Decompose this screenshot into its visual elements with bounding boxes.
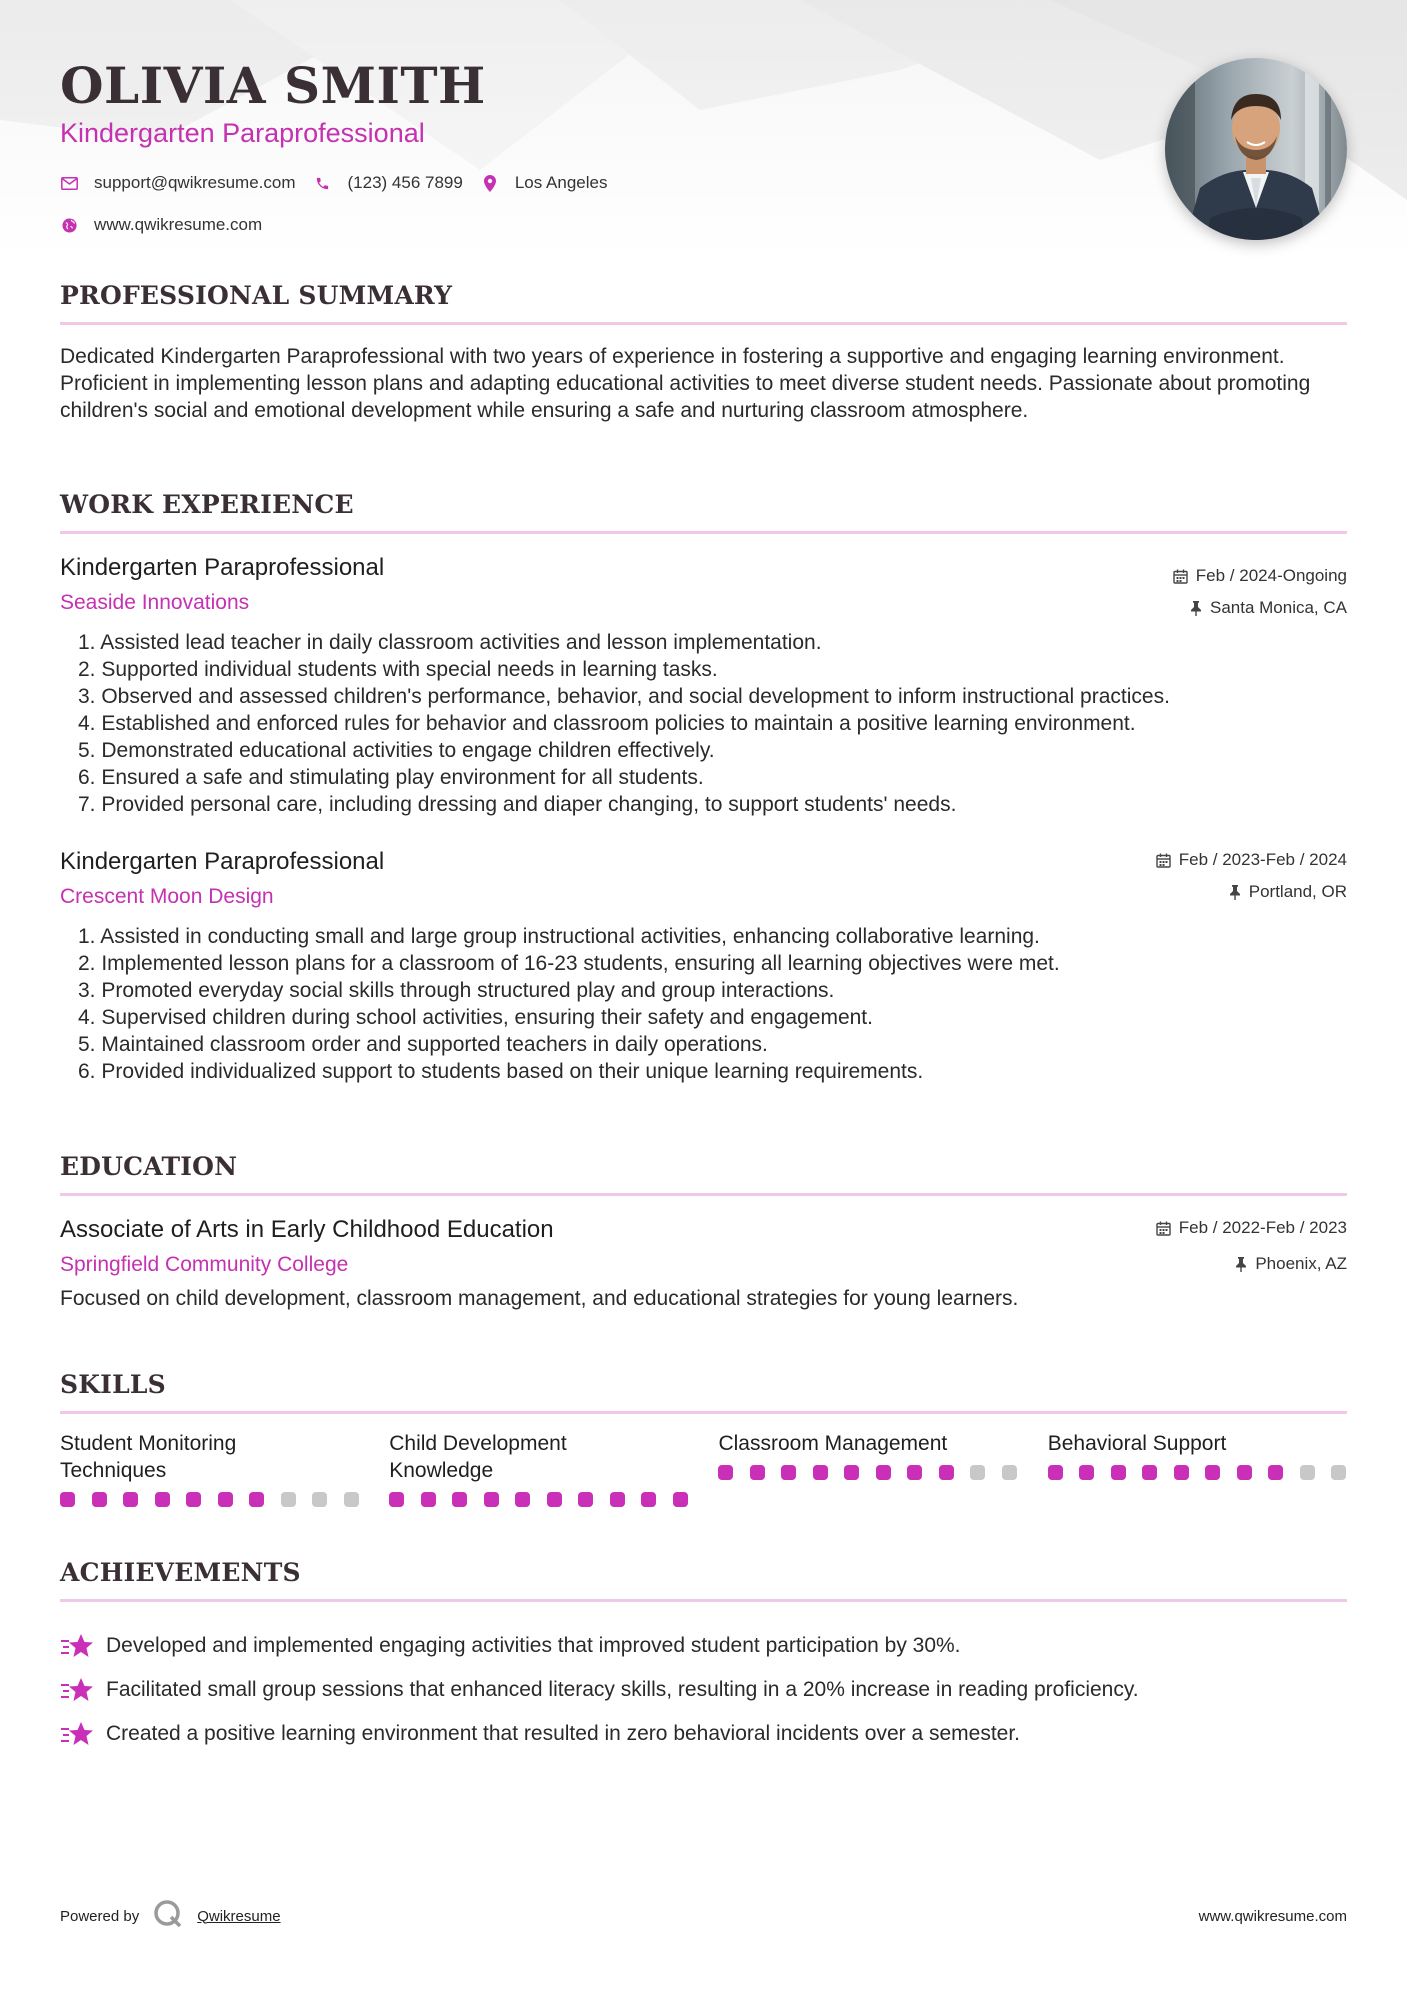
rating-dot-filled (249, 1492, 264, 1507)
calendar-icon (1156, 853, 1171, 868)
education-entry (60, 1216, 1347, 1311)
phone-icon (314, 174, 332, 192)
skill-name: Classroom Management (718, 1432, 948, 1455)
map-pin-icon (481, 174, 499, 192)
list-item: 3. Promoted everyday social skills through structured play and group interactions. (78, 979, 835, 1002)
rating-dot-filled (60, 1492, 75, 1507)
job-bullets (60, 629, 1347, 818)
education-dates (1156, 1218, 1347, 1238)
pushpin-icon (1190, 601, 1202, 616)
location-text: Los Angeles (514, 173, 608, 192)
skill-rating (389, 1492, 704, 1507)
skills-section (60, 1370, 1347, 1520)
rating-dot-filled (641, 1492, 656, 1507)
rating-dot-filled (578, 1492, 593, 1507)
candidate-name: OLIVIA SMITH (60, 56, 486, 115)
skill-name: Student Monitoring Techniques (60, 1432, 237, 1482)
skills-grid (60, 1430, 1347, 1520)
job-title: Kindergarten Paraprofessional (60, 554, 385, 581)
list-item: 1. Assisted in conducting small and large group instructional activities, enhancing collaborative learning. (78, 925, 1040, 948)
dates-text: Feb / 2022-Feb / 2023 (1178, 1218, 1347, 1237)
skill-name: Behavioral Support (1047, 1432, 1227, 1455)
contact-location (481, 173, 608, 193)
rating-dot-filled (389, 1492, 404, 1507)
list-item: 4. Established and enforced rules for behavior and classroom policies to maintain a positive learning environment. (78, 712, 1136, 735)
list-item: 5. Demonstrated educational activities to engage children effectively. (78, 739, 715, 762)
rating-dot-empty (312, 1492, 327, 1507)
rating-dot-filled (1174, 1465, 1189, 1480)
rating-dot-filled (907, 1465, 922, 1480)
rating-dot-filled (218, 1492, 233, 1507)
rating-dot-filled (781, 1465, 796, 1480)
skill-item (389, 1430, 718, 1520)
rating-dot-filled (484, 1492, 499, 1507)
skill-rating (718, 1465, 1033, 1480)
skill-rating (1048, 1465, 1363, 1480)
list-item: 7. Provided personal care, including dressing and diaper changing, to support students' needs. (78, 793, 957, 816)
dates-text: Feb / 2024-Ongoing (1195, 566, 1347, 585)
list-item: 6. Provided individualized support to students based on their unique learning requirements. (78, 1060, 924, 1083)
section-title: ACHIEVEMENTS (60, 1558, 301, 1587)
job-dates (1173, 566, 1347, 586)
location-text: Portland, OR (1248, 882, 1347, 901)
website-text: www.qwikresume.com (94, 215, 263, 234)
list-item: 4. Supervised children during school activities, ensuring their safety and engagement. (78, 1006, 873, 1029)
page-footer (60, 1896, 1347, 1936)
rating-dot-filled (547, 1492, 562, 1507)
star-icon (60, 1719, 94, 1749)
section-title: SKILLS (60, 1370, 166, 1399)
rating-dot-filled (876, 1465, 891, 1480)
education-location (1235, 1254, 1347, 1274)
achievement-text: Facilitated small group sessions that enhanced literacy skills, resulting in a 20% increase in reading proficiency. (106, 1678, 1139, 1701)
achievement-text: Developed and implemented engaging activities that improved student participation by 30%. (106, 1634, 961, 1657)
section-divider (60, 1599, 1347, 1602)
rating-dot-empty (281, 1492, 296, 1507)
rating-dot-filled (673, 1492, 688, 1507)
rating-dot-empty (1331, 1465, 1346, 1480)
skill-item (60, 1430, 389, 1520)
globe-icon (60, 216, 78, 234)
powered-by (60, 1899, 281, 1933)
school-name: Springfield Community College (60, 1253, 349, 1276)
rating-dot-filled (1142, 1465, 1157, 1480)
rating-dot-filled (155, 1492, 170, 1507)
rating-dot-filled (421, 1492, 436, 1507)
job-entry (60, 848, 1347, 1085)
summary-text: Dedicated Kindergarten Paraprofessional with two years of experience in fostering a supportive and engaging learning environment. Proficient in implementing lesson plans and adapting educational activities to meet diverse student needs. Passionate about promoting children's social and emotional development while ensuring a safe and nurturing classroom atmosphere. (60, 345, 1311, 422)
section-divider (60, 1193, 1347, 1196)
rating-dot-filled (1205, 1465, 1220, 1480)
section-title: EDUCATION (60, 1152, 238, 1181)
rating-dot-filled (718, 1465, 733, 1480)
rating-dot-filled (515, 1492, 530, 1507)
list-item: 2. Implemented lesson plans for a classroom of 16-23 students, ensuring all learning objectives were met. (78, 952, 1060, 975)
rating-dot-empty (1300, 1465, 1315, 1480)
profile-photo (1165, 58, 1347, 240)
work-experience-section (60, 490, 1347, 1085)
contact-email[interactable] (60, 173, 296, 193)
job-entry (60, 554, 1347, 818)
rating-dot-filled (1048, 1465, 1063, 1480)
skill-item (1048, 1430, 1347, 1520)
achievement-item (60, 1668, 1347, 1712)
contact-phone[interactable] (314, 173, 463, 193)
degree-title: Associate of Arts in Early Childhood Education (60, 1216, 554, 1243)
achievement-text: Created a positive learning environment that resulted in zero behavioral incidents over a semester. (106, 1722, 1021, 1745)
contact-row-web (60, 215, 280, 235)
rating-dot-filled (186, 1492, 201, 1507)
powered-by-label: Powered by (60, 1907, 140, 1925)
education-description: Focused on child development, classroom management, and educational strategies for young learners. (60, 1287, 1019, 1310)
education-section (60, 1152, 1347, 1311)
rating-dot-filled (92, 1492, 107, 1507)
contact-website[interactable] (60, 215, 262, 235)
rating-dot-filled (939, 1465, 954, 1480)
rating-dot-filled (750, 1465, 765, 1480)
list-item: 2. Supported individual students with special needs in learning tasks. (78, 658, 718, 681)
rating-dot-filled (452, 1492, 467, 1507)
job-dates (1156, 850, 1347, 870)
rating-dot-filled (1111, 1465, 1126, 1480)
achievement-item (60, 1624, 1347, 1668)
pushpin-icon (1229, 885, 1241, 900)
company-name: Crescent Moon Design (60, 885, 274, 908)
rating-dot-filled (1079, 1465, 1094, 1480)
rating-dot-filled (610, 1492, 625, 1507)
email-text: support@qwikresume.com (94, 173, 296, 192)
list-item: 5. Maintained classroom order and supported teachers in daily operations. (78, 1033, 768, 1056)
resume-header (60, 0, 1347, 250)
achievements-section (60, 1558, 1347, 1756)
professional-summary-section (60, 281, 1347, 424)
candidate-role: Kindergarten Paraprofessional (60, 118, 425, 148)
achievements-list (60, 1624, 1347, 1756)
rating-dot-empty (344, 1492, 359, 1507)
rating-dot-filled (1237, 1465, 1252, 1480)
contact-row (60, 173, 625, 193)
rating-dot-filled (813, 1465, 828, 1480)
rating-dot-empty (970, 1465, 985, 1480)
achievement-item (60, 1712, 1347, 1756)
rating-dot-filled (1268, 1465, 1283, 1480)
section-divider (60, 1411, 1347, 1414)
calendar-icon (1156, 1221, 1171, 1236)
list-item: 6. Ensured a safe and stimulating play environment for all students. (78, 766, 704, 789)
section-title: WORK EXPERIENCE (60, 490, 354, 519)
footer-website-link[interactable]: www.qwikresume.com (1198, 1907, 1347, 1925)
job-bullets (60, 923, 1347, 1085)
job-title: Kindergarten Paraprofessional (60, 848, 385, 875)
section-divider (60, 531, 1347, 534)
company-name: Seaside Innovations (60, 591, 250, 614)
list-item: 3. Observed and assessed children's performance, behavior, and social development to inform instructional practices. (78, 685, 1170, 708)
pushpin-icon (1235, 1257, 1247, 1272)
star-icon (60, 1675, 94, 1705)
skill-rating (60, 1492, 375, 1507)
section-divider (60, 322, 1347, 325)
calendar-icon (1173, 569, 1188, 584)
job-location (1229, 882, 1347, 902)
skill-name: Child Development Knowledge (389, 1432, 567, 1482)
location-text: Santa Monica, CA (1209, 598, 1347, 617)
envelope-icon (60, 174, 78, 192)
rating-dot-filled (123, 1492, 138, 1507)
phone-text: (123) 456 7899 (347, 173, 463, 192)
section-title: PROFESSIONAL SUMMARY (60, 281, 453, 310)
skill-item (718, 1430, 1047, 1520)
list-item: 1. Assisted lead teacher in daily classroom activities and lesson implementation. (78, 631, 822, 654)
rating-dot-empty (1002, 1465, 1017, 1480)
brand-link[interactable]: Qwikresume (197, 1907, 281, 1925)
location-text: Phoenix, AZ (1255, 1254, 1347, 1273)
qwikresume-logo-icon (153, 1899, 183, 1933)
rating-dot-filled (844, 1465, 859, 1480)
dates-text: Feb / 2023-Feb / 2024 (1178, 850, 1347, 869)
star-icon (60, 1631, 94, 1661)
job-location (1190, 598, 1347, 618)
